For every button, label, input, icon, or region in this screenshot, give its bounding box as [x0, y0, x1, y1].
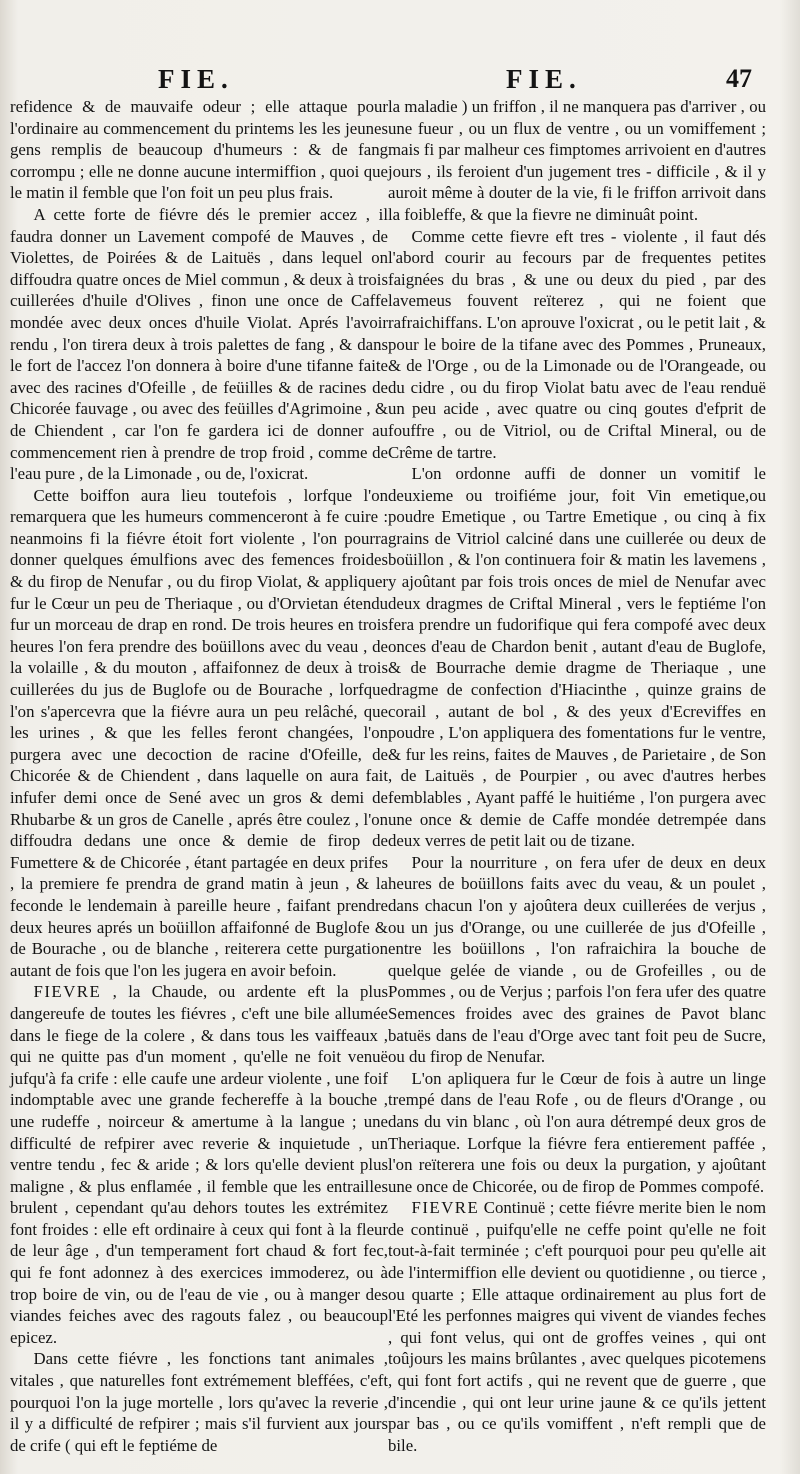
right-running-head: FIE.: [506, 64, 582, 94]
paragraph: Comme cette fievre eft tres - violente , il faut dés l'abord courir au fecours par de frequentes petites faignées du bras , & une ou deux du pied , par des lavemeus fouvent reïterez , qui ne foient que rafraichiffans. L'on aprouve l'oxicrat , ou le petit lait , & pour le boire de la tifane avec des Pommes , Pruneaux, & de l'Orge , ou de la Limonade ou de l'Orangeade, ou du cidre , ou du firop Violat batu avec de l'eau renduë un peu acide , avec quatre ou cinq goutes d'efprit de fouffre , ou de Vitriol, ou de Criftal Mineral, ou de Crême de tartre.: [388, 226, 766, 462]
paragraph: la maladie ) un friffon , il ne manquera pas d'arriver , ou une fueur , ou un flux de ventre , ou un vomiffement ; mais fi par malheur ces fimptomes arrivoient en d'autres jours , ils feroient d'un jugement tres - difficile , & il y auroit même à douter de la vie, fi le friffon arrivoit dans la foibleffe, & que la fievre ne diminuât point.: [388, 97, 766, 224]
paragraph: A cette forte de fiévre dés le premier accez , il faudra donner un Lavement compofé de Mauves , de Violettes, de Poirées & de Laituës , dans lequel on diffoudra quatre onces de Miel commun , & deux à trois cuillerées d'huile d'Olives , finon une once de Caffe mondée avec deux onces d'huile Violat. Aprés l'avoir rendu , l'on tirera deux à trois palettes de fang , & dans le fort de l'accez l'on donnera à boire d'une tifanne faite avec des racines d'Ofeille , de feüilles & de racines de Chicorée fauvage , ou avec des feüilles d'Agrimoine , & de Chiendent , car l'on fe gardera ici de donner au commencement rien à prendre de trop froid , comme de l'eau pure , de la Limonade , ou de, l'oxicrat.: [10, 204, 388, 484]
paragraph: Pour la nourriture , on fera ufer de deux en deux heures de boüillons faits avec du veau, & un poulet , dans chacun l'on y ajoûtera deux cuillerées de verjus , ou un jus d'Orange, ou une cuillerée de jus d'Ofeille , entre les boüillons , l'on rafraichira la bouche de quelque gelée de viande , ou de Grofeilles , ou de Pommes , ou de Verjus ; parfois l'on fera ufer des quatre Semences froides avec des graines de Pavot blanc batuës dans de l'eau d'Orge avec tant foit peu de Sucre, ou du firop de Nenufar.: [388, 852, 766, 1067]
entry-fievre-continue: FIEVRE Continuë ; cette fiévre merite bien le nom de continuë , puifqu'elle ne ceffe point qu'elle ne foit tout-à-fait terminée ; c'eft pourquoi pour peu qu'elle ait de l'intermiffion elle devient ou quotidienne , ou tierce , ou quarte ; Elle attaque ordinairement au plus fort de l'Eté les perfonnes maigres qui vivent de viandes feches , qui font velus, qui ont de groffes veines , qui ont toûjours les mains brûlantes , avec quelques picotemens , qui font fort actifs , qui ne revent que de guerre , que d'incendie , qui ont leur urine jaune & ce qu'ils jettent par bas , ou ce qu'ils vomiffent , n'eft rempli que de bile.: [388, 1198, 766, 1455]
entry-headword: FIEVRE: [411, 1198, 480, 1218]
paragraph: refidence & de mauvaife odeur ; elle attaque pour l'ordinaire au commencement du printems les les jeunes gens remplis de beaucoup d'humeurs : & de fang corrompu ; elle ne donne aucune intermiffion , quoi que le matin il femble que l'on foit un peu plus frais.: [10, 97, 388, 203]
page-number: 47: [726, 64, 752, 93]
paragraph: L'on apliquera fur le Cœur de fois à autre un linge trempé dans de l'eau Rofe , ou de fleurs d'Orange , ou dans du vin blanc , où l'on aura détrempé deux gros de Theriaque. Lorfque la fiévre fera entierement paffée , l'on reïterera une fois ou deux la purgation, y ajoûtant une once de Chicorée, ou de firop de Pommes compofé.: [388, 1068, 766, 1196]
left-column: [10, 96, 388, 1456]
right-column: [388, 96, 766, 1456]
paragraph: L'on ordonne auffi de donner un vomitif le deuxieme ou troifiéme jour, foit Vin emetique,ou poudre Emetique , ou Tartre Emetique , ou cinq à fix grains de Vitriol calciné dans une cuillerée ou deux de boüillon , & l'on continuera foir & matin les lavemens , y ajoûtant par fois trois onces de miel de Nenufar avec deux dragmes de Criftal Mineral , vers le feptiéme l'on fera prendre un fudorifique qui fera compofé avec deux onces d'eau de Chardon benit , autant d'eau de Buglofe, & de Bourrache demie dragme de Theriaque , une dragme de confection d'Hiacinthe , quinze grains de corail , autant de bol , & des yeux d'Ecreviffes en poudre , L'on appliquera des fomentations fur le ventre, & fur les reins, faites de Mauves , de Parietaire , de Son , de Laituës , de Pourpier , ou avec d'autres herbes femblables , Ayant paffé le huitiéme , l'on purgera avec une once & demie de Caffe mondée detrempée dans deux verres de petit lait ou de tizane.: [388, 464, 766, 851]
paragraph: Cette boiffon aura lieu toutefois , lorfque l'on remarquera que les humeurs commenceront à fe cuire : neanmoins fi la fiévre étoit fort violente , l'on pourra donner quelques émulfions avec des femences froides & du firop de Nenufar , ou du firop Violat, & appliquer fur le Cœur un peu de Theriaque , ou d'Orvietan étendu fur un morceau de drap en rond. De trois heures en trois heures l'on fera prendre des boüillons avec du veau , de la volaille , & du mouton , affaifonnez de deux à trois cuillerées du jus de Buglofe ou de Bourache , lorfque l'on s'apercevra que la fiévre aura un peu relâché, que les urines , & que les felles feront changées, l'on purgera avec une decoction de racine d'Ofeille, de Chicorée & de Chiendent , dans laquelle on aura fait infufer demi once de Sené avec un gros & demi de Rhubarbe & un gros de Canelle , aprés être coulez , l'on diffoudra dedans une once & demie de firop de Fumettere & de Chicorée , étant partagée en deux prifes , la premiere fe prendra de grand matin à jeun , & la feconde le lendemain à pareille heure , faifant prendre deux heures aprés un boüillon affaifonné de Buglofe & de Bourache , ou de blanche , reiterera cette purgation autant de fois que l'on les jugera en avoir befoin.: [10, 485, 388, 980]
running-header: [0, 60, 800, 100]
entry-fievre-chaude: FIEVRE , la Chaude, ou ardente eft la plus dangereufe de toutes les fiévres , c'eft une bile allumée dans le fiege de la colere , & dans tous les vaiffeaux , qui ne quitte pas d'un moment , qu'elle ne foit venuë jufqu'à fa crife : elle caufe une ardeur violente , une foif indomptable avec une grande fechereffe à la bouche , une rudeffe , noirceur & amertume à la langue ; une difficulté de refpirer avec reverie & inquietude , un ventre tendu , fec & aride ; & lors qu'elle devient plus maligne , & plus enflamée , il femble que les entrailles brulent , cependant qu'au dehors toutes les extrémitez font froides : elle eft ordinaire à ceux qui font à la fleur de leur âge , d'un temperament fort chaud & fort fec, qui fe font adonnez à des exercices immoderez, ou à trop boire de vin, ou de l'eau de vie , ou à manger des viandes feiches avec des ragouts falez , ou beaucoup epicez.: [10, 982, 388, 1347]
paragraph: Dans cette fiévre , les fonctions tant animales , vitales , que naturelles font extrémement bleffées, c'eft pourquoi l'on la juge mortelle , lors qu'avec la reverie , il y a difficulté de refpirer ; mais s'il furvient aux jours de crife ( qui eft le feptiéme de: [10, 1349, 388, 1455]
entry-headword: FIEVRE: [33, 982, 102, 1002]
left-running-head: FIE.: [158, 64, 234, 94]
